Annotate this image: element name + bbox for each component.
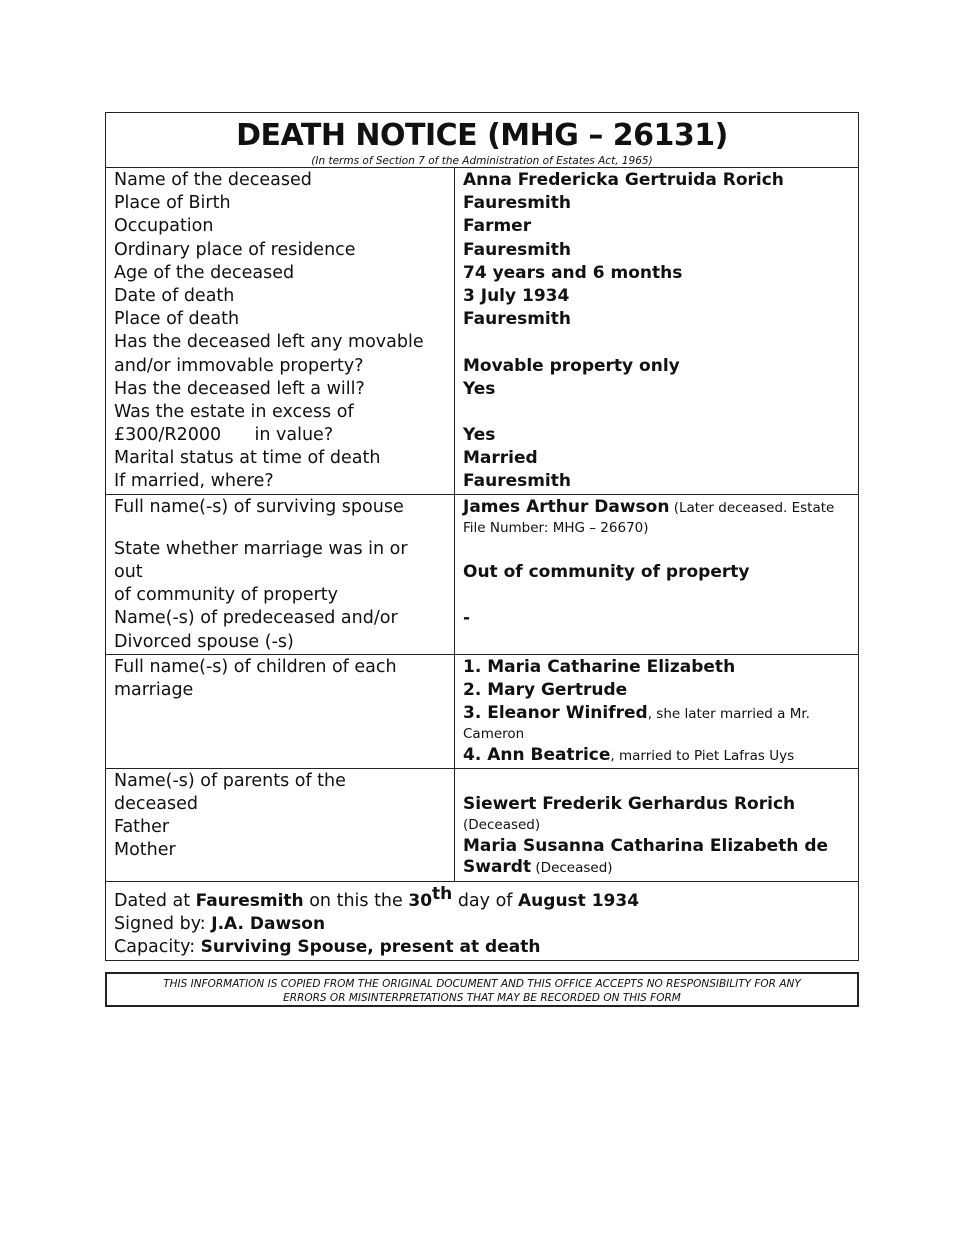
dated-prefix: Dated at (114, 891, 196, 912)
field-label: Full name(-s) of children of each (114, 656, 397, 677)
dated-day: 30 (408, 891, 433, 912)
values-column (455, 769, 858, 882)
labels-column (106, 769, 455, 882)
page-subtitle: (In terms of Section 7 of the Administration of Estates Act, 1965) (311, 155, 653, 167)
field-label: Occupation (114, 216, 214, 237)
capacity-line (114, 936, 639, 959)
place-of-birth: Fauresmith (463, 193, 571, 214)
field-label: Name(-s) of predeceased and/or (114, 608, 398, 629)
spacer (463, 770, 858, 793)
field-label: Marital status at time of death (114, 448, 381, 469)
will: Yes (463, 378, 496, 399)
section-spouse (106, 495, 858, 655)
field-label: Was the estate in excess of (114, 401, 354, 422)
date-of-death: 3 July 1934 (463, 285, 570, 306)
field-label: Father (114, 816, 170, 837)
values-column (455, 495, 858, 654)
values-column (455, 168, 858, 494)
dated-line (114, 883, 639, 913)
place-of-death: Fauresmith (463, 309, 571, 330)
child-4: 4. Ann Beatrice (463, 745, 611, 766)
field-label: of community of property (114, 585, 339, 606)
field-label: Date of death (114, 285, 235, 306)
father-name: Siewert Frederik Gerhardus Rorich (463, 793, 796, 814)
disclaimer-footer (105, 972, 859, 1007)
child-3-note: , she later married a Mr. (647, 706, 810, 723)
spacer (114, 519, 454, 538)
field-label: £300/R2000 in value? (114, 425, 334, 446)
signed-value: J.A. Dawson (211, 914, 326, 935)
field-label: Full name(-s) of surviving spouse (114, 496, 404, 517)
child-4-note: , married to Piet Lafras Uys (610, 748, 795, 765)
spouse-note-2: File Number: MHG – 26670) (463, 519, 649, 536)
labels-column (106, 495, 455, 654)
field-label: Has the deceased left a will? (114, 378, 365, 399)
spacer (463, 631, 858, 654)
mother-note: (Deceased) (531, 860, 613, 877)
spouse-note: (Later deceased. Estate (669, 499, 835, 516)
field-label: Name of the deceased (114, 170, 312, 190)
dated-mid-2: day of (452, 891, 519, 912)
spouse-line (463, 496, 858, 519)
field-label: Mother (114, 840, 176, 861)
field-label: If married, where? (114, 471, 274, 492)
form-header (106, 113, 858, 168)
predeceased-spouse: - (463, 608, 471, 629)
father-note: (Deceased) (463, 816, 541, 833)
field-label: Divorced spouse (-s) (114, 631, 294, 652)
spouse-name: James Arthur Dawson (463, 496, 670, 517)
dated-mid: on this the (303, 891, 409, 912)
child-3-note-2: Cameron (463, 726, 525, 743)
deceased-name: Anna Fredericka Gertruida Rorich (463, 170, 784, 190)
estate-excess: Yes (463, 425, 496, 446)
field-label: marriage (114, 679, 194, 700)
page-title: DEATH NOTICE (MHG – 26131) (236, 118, 728, 153)
death-notice-form (105, 112, 859, 961)
section-parents (106, 769, 858, 883)
signed-label: Signed by: (114, 914, 212, 935)
field-label: out (114, 562, 143, 582)
mother-name-2: Swardt (463, 857, 532, 878)
marital-status: Married (463, 448, 538, 469)
labels-column (106, 168, 455, 494)
field-label: Place of Birth (114, 193, 231, 214)
property: Movable property only (463, 355, 680, 376)
disclaimer-line-2: ERRORS OR MISINTERPRETATIONS THAT MAY BE RECORDED ON THIS FORM (283, 992, 681, 1004)
blank-value (463, 331, 858, 354)
disclaimer-line-1: THIS INFORMATION IS COPIED FROM THE ORIGINAL DOCUMENT AND THIS OFFICE ACCEPTS NO RESPONSIBILITY FOR ANY (163, 978, 801, 990)
field-label: deceased (114, 793, 198, 814)
signature-block (106, 882, 639, 959)
field-label: and/or immovable property? (114, 355, 364, 376)
spacer (463, 538, 858, 561)
field-label: Place of death (114, 309, 240, 330)
dated-sup: th (432, 884, 453, 905)
section-children (106, 655, 858, 769)
field-label: Has the deceased left any movable (114, 332, 424, 353)
labels-column (106, 655, 455, 768)
capacity-label: Capacity: (114, 937, 201, 958)
child-3-line (463, 702, 858, 725)
occupation: Farmer (463, 216, 532, 237)
age: 74 years and 6 months (463, 262, 683, 283)
spacer (114, 862, 454, 881)
married-where: Fauresmith (463, 471, 571, 492)
child-4-line (463, 744, 858, 767)
capacity-value: Surviving Spouse, present at death (200, 937, 541, 958)
dated-month: August 1934 (518, 891, 640, 912)
child-2: 2. Mary Gertrude (463, 679, 628, 700)
community-of-property: Out of community of property (463, 562, 750, 582)
mother-line-2 (463, 858, 858, 877)
signed-line (114, 913, 639, 936)
field-label: Name(-s) of parents of the (114, 770, 346, 791)
residence: Fauresmith (463, 239, 571, 260)
mother-name: Maria Susanna Catharina Elizabeth de (463, 835, 829, 856)
child-1: 1. Maria Catharine Elizabeth (463, 656, 736, 677)
spacer (463, 584, 858, 607)
values-column (455, 655, 858, 768)
section-signature (106, 882, 858, 959)
section-personal-details (106, 168, 858, 495)
child-3: 3. Eleanor Winifred (463, 703, 648, 724)
field-label: Age of the deceased (114, 262, 295, 283)
field-label: State whether marriage was in or (114, 538, 408, 559)
dated-place: Fauresmith (195, 891, 304, 912)
blank-value (463, 401, 858, 424)
field-label: Ordinary place of residence (114, 239, 356, 260)
